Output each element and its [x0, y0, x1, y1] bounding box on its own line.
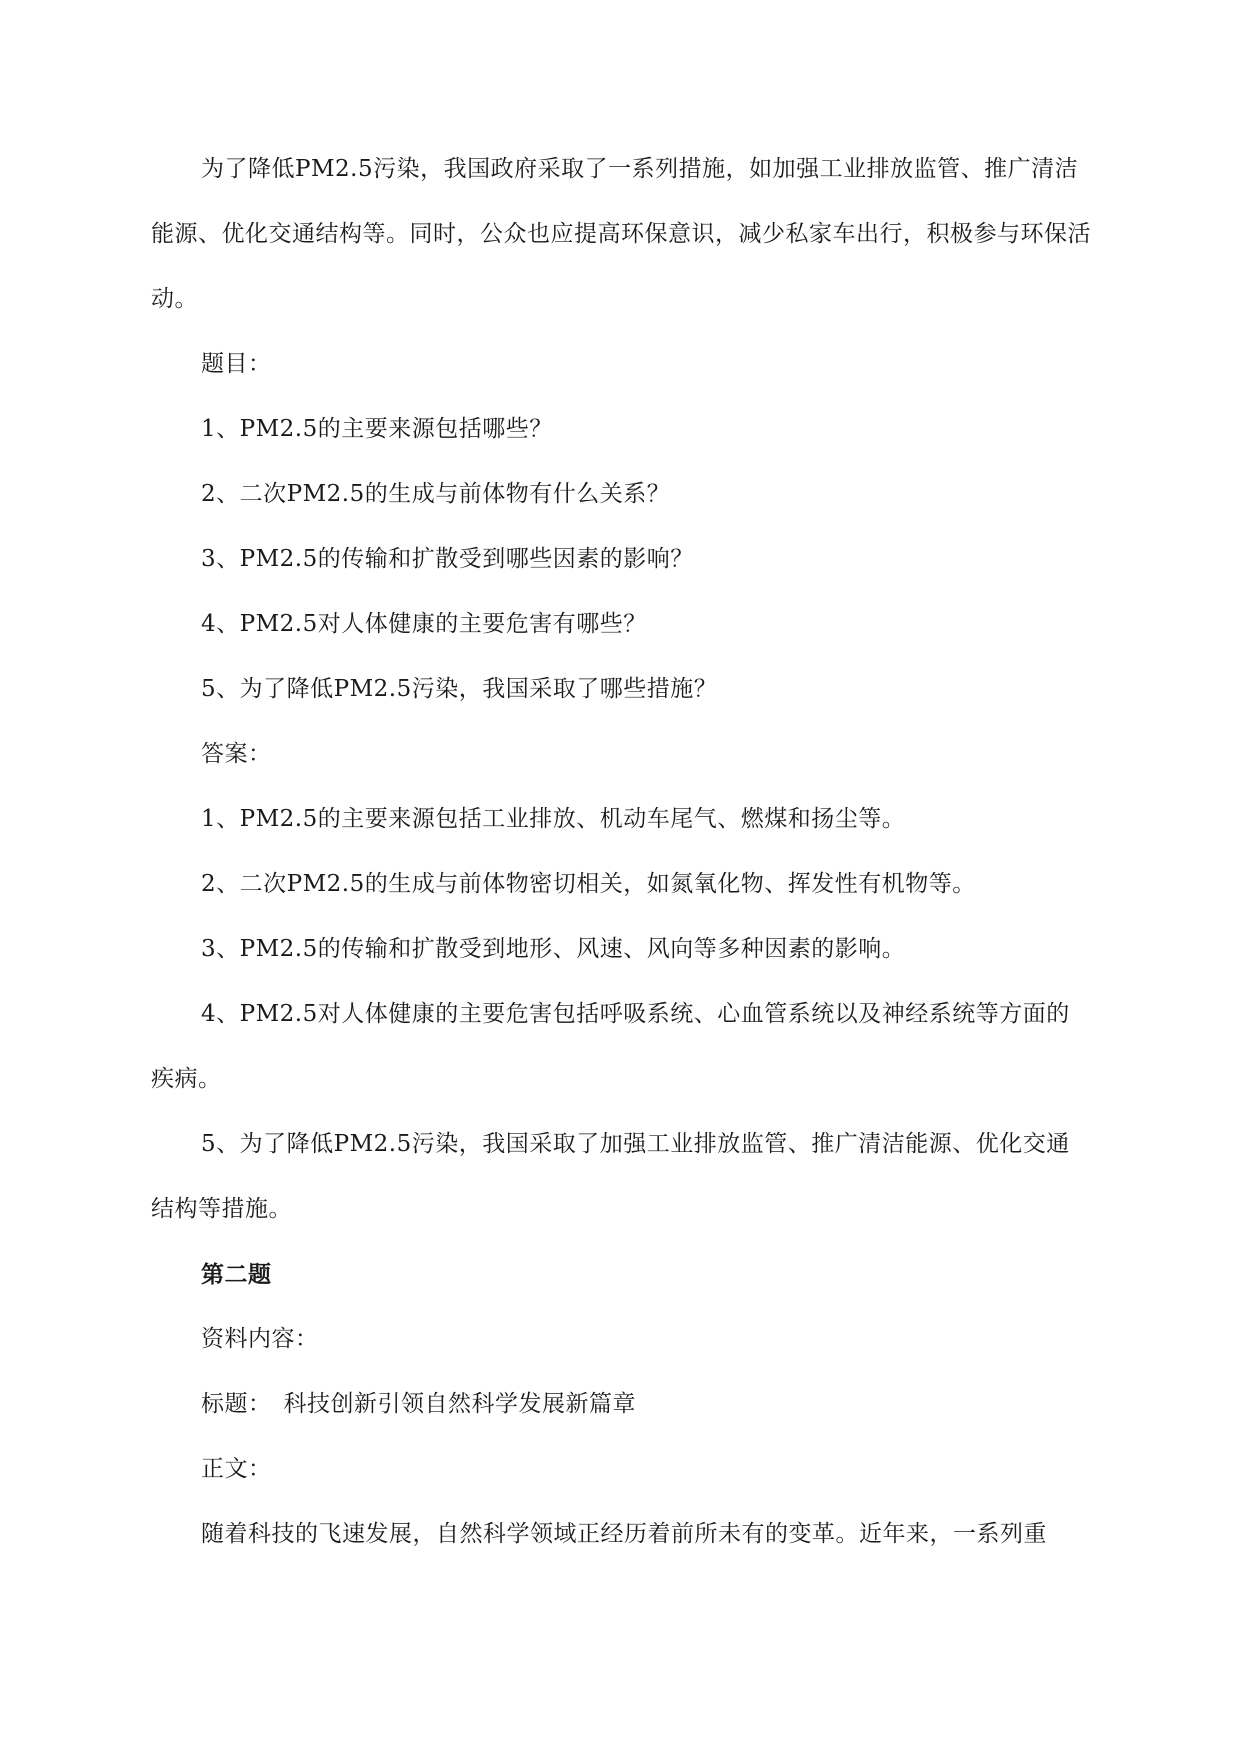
heading-answers: 答案： — [201, 741, 272, 767]
question-1: 1、PM2.5的主要来源包括哪些？ — [201, 416, 553, 442]
question-2: 2、二次PM2.5的生成与前体物有什么关系？ — [201, 481, 671, 507]
material-title: 标题： 科技创新引领自然科学发展新篇章 — [201, 1391, 636, 1417]
answer-1: 1、PM2.5的主要来源包括工业排放、机动车尾气、燃煤和扬尘等。 — [201, 806, 906, 832]
answer-5: 5、为了降低PM2.5污染，我国采取了加强工业排放监管、推广清洁能源、优化交通结构等措施。 — [151, 1131, 1070, 1222]
section-heading-second: 第二题 — [201, 1261, 272, 1288]
body-label: 正文： — [201, 1456, 272, 1482]
heading-questions: 题目： — [201, 351, 272, 377]
answer-4: 4、PM2.5对人体健康的主要危害包括呼吸系统、心血管系统以及神经系统等方面的疾病。 — [151, 1001, 1070, 1092]
body-paragraph: 随着科技的飞速发展，自然科学领域正经历着前所未有的变革。近年来，一系列重 — [201, 1521, 1047, 1547]
paragraph-measures: 为了降低PM2.5污染，我国政府采取了一系列措施，如加强工业排放监管、推广清洁能源、优化交通结构等。同时，公众也应提高环保意识，减少私家车出行，积极参与环保活动。 — [151, 156, 1091, 312]
answer-2: 2、二次PM2.5的生成与前体物密切相关，如氮氧化物、挥发性有机物等。 — [201, 871, 976, 897]
question-5: 5、为了降低PM2.5污染，我国采取了哪些措施？ — [201, 676, 718, 702]
answer-3: 3、PM2.5的传输和扩散受到地形、风速、风向等多种因素的影响。 — [201, 936, 906, 962]
material-label: 资料内容： — [201, 1326, 319, 1352]
question-4: 4、PM2.5对人体健康的主要危害有哪些？ — [201, 611, 647, 637]
question-3: 3、PM2.5的传输和扩散受到哪些因素的影响？ — [201, 546, 694, 572]
